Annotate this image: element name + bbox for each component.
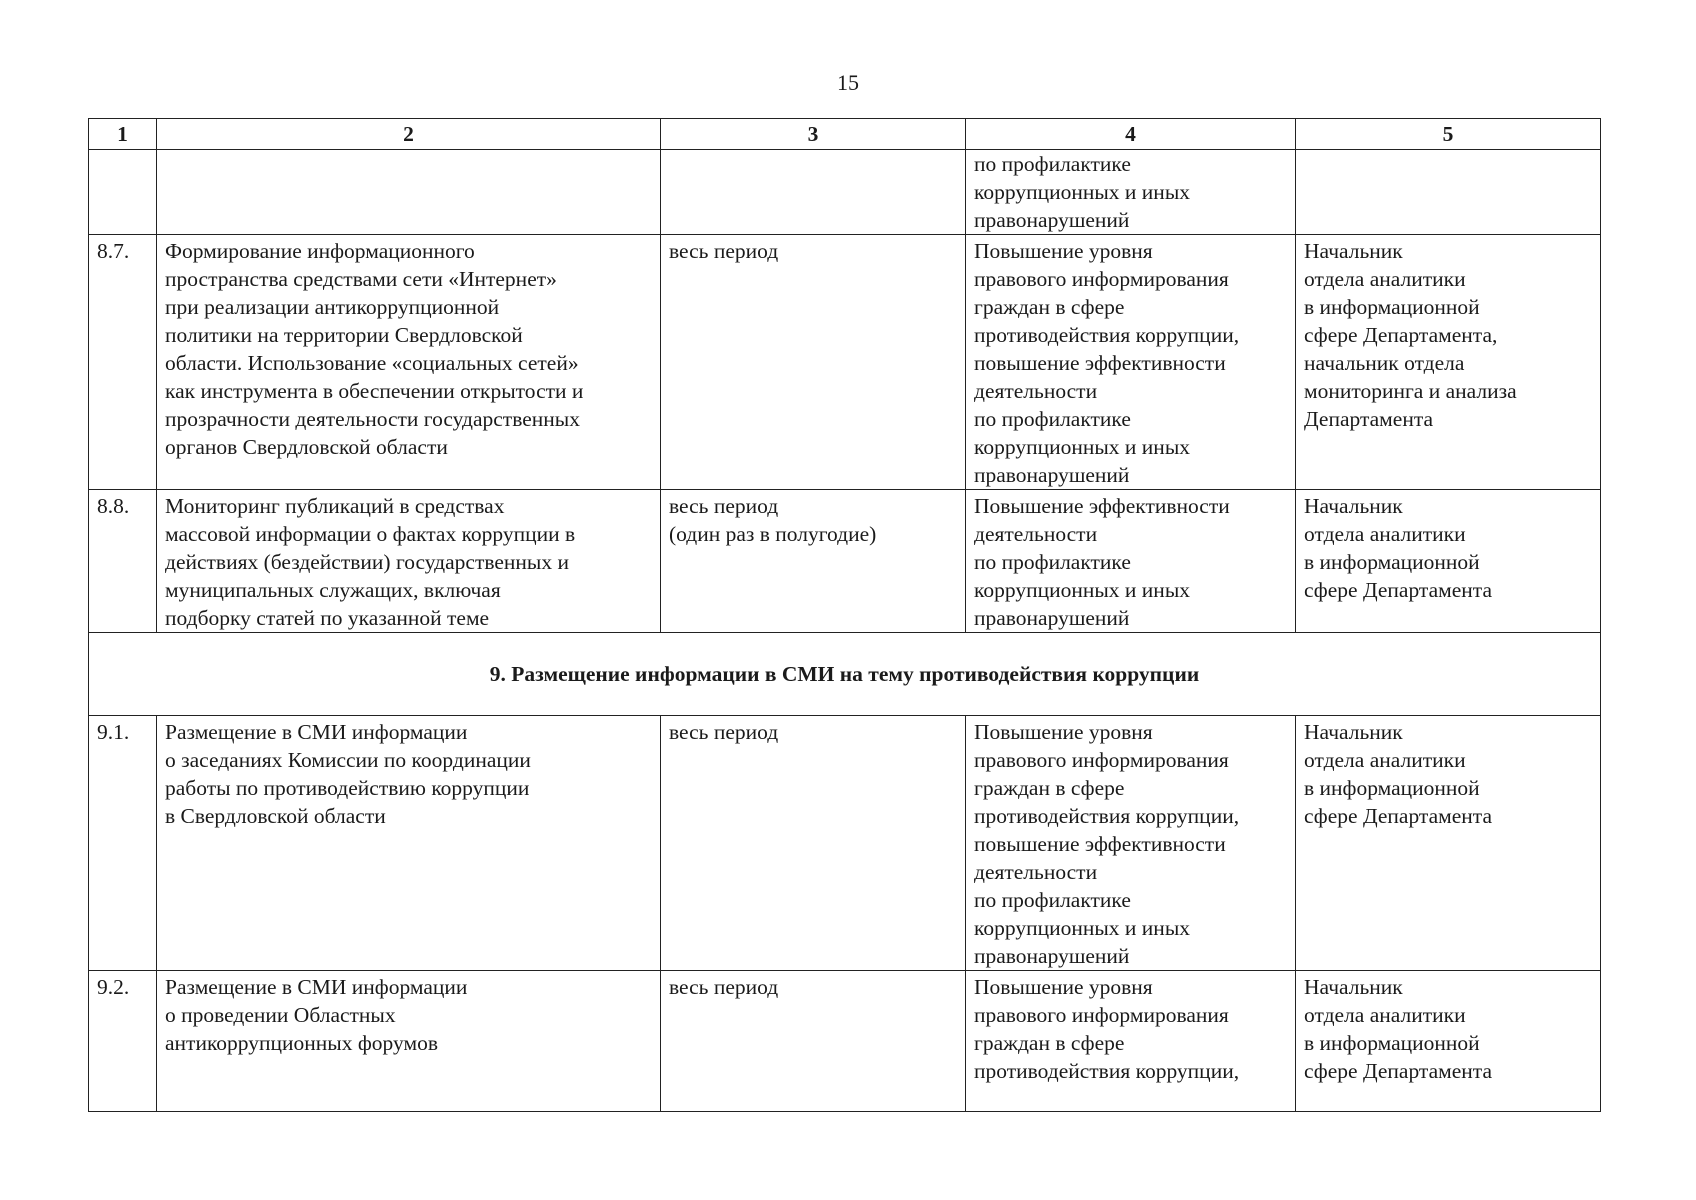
column-header: 1 [89,119,157,150]
row-number: 9.2. [89,971,157,1112]
row-number: 9.1. [89,716,157,971]
table-row [89,235,1601,490]
result-cell: Повышение уровня правового информирования граждан в сфере противодействия коррупции, повышение эффективности деятельности по профилактике коррупционных и иных правонарушений [966,716,1296,971]
section-header-row [89,633,1601,716]
row-number [89,150,157,235]
row-number: 8.7. [89,235,157,490]
column-header: 3 [661,119,966,150]
column-header: 2 [157,119,661,150]
period-cell: весь период [661,235,966,490]
activity-cell [157,150,661,235]
result-cell: Повышение уровня правового информирования граждан в сфере противодействия коррупции, [966,971,1296,1112]
responsible-cell: Начальник отдела аналитики в информационной сфере Департамента [1296,716,1601,971]
table-header-row [89,119,1601,150]
table-row-continuation [89,150,1601,235]
row-number: 8.8. [89,490,157,633]
responsible-cell: Начальник отдела аналитики в информационной сфере Департамента [1296,971,1601,1112]
period-cell: весь период (один раз в полугодие) [661,490,966,633]
responsible-cell [1296,150,1601,235]
table-row [89,490,1601,633]
responsible-cell: Начальник отдела аналитики в информационной сфере Департамента, начальник отдела мониторинга и анализа Департамента [1296,235,1601,490]
period-cell: весь период [661,971,966,1112]
result-cell: Повышение эффективности деятельности по профилактике коррупционных и иных правонарушений [966,490,1296,633]
result-cell: Повышение уровня правового информирования граждан в сфере противодействия коррупции, повышение эффективности деятельности по профилактике коррупционных и иных правонарушений [966,235,1296,490]
section-title: 9. Размещение информации в СМИ на тему противодействия коррупции [89,633,1601,716]
responsible-cell: Начальник отдела аналитики в информационной сфере Департамента [1296,490,1601,633]
table-row [89,716,1601,971]
activity-cell: Мониторинг публикаций в средствах массовой информации о фактах коррупции в действиях (бездействии) государственных и муниципальных служащих, включая подборку статей по указанной теме [157,490,661,633]
table-row [89,971,1601,1112]
period-cell [661,150,966,235]
column-header: 5 [1296,119,1601,150]
measures-table [88,118,1601,1112]
column-header: 4 [966,119,1296,150]
activity-cell: Размещение в СМИ информации о проведении Областных антикоррупционных форумов [157,971,661,1112]
page-number: 15 [837,70,859,95]
activity-cell: Формирование информационного пространства средствами сети «Интернет» при реализации антикоррупционной политики на территории Свердловской области. Использование «социальных сетей» как инструмента в обеспечении открытости и прозрачности деятельности государственных органов Свердловской области [157,235,661,490]
result-cell: по профилактике коррупционных и иных правонарушений [966,150,1296,235]
period-cell: весь период [661,716,966,971]
activity-cell: Размещение в СМИ информации о заседаниях Комиссии по координации работы по противодействию коррупции в Свердловской области [157,716,661,971]
